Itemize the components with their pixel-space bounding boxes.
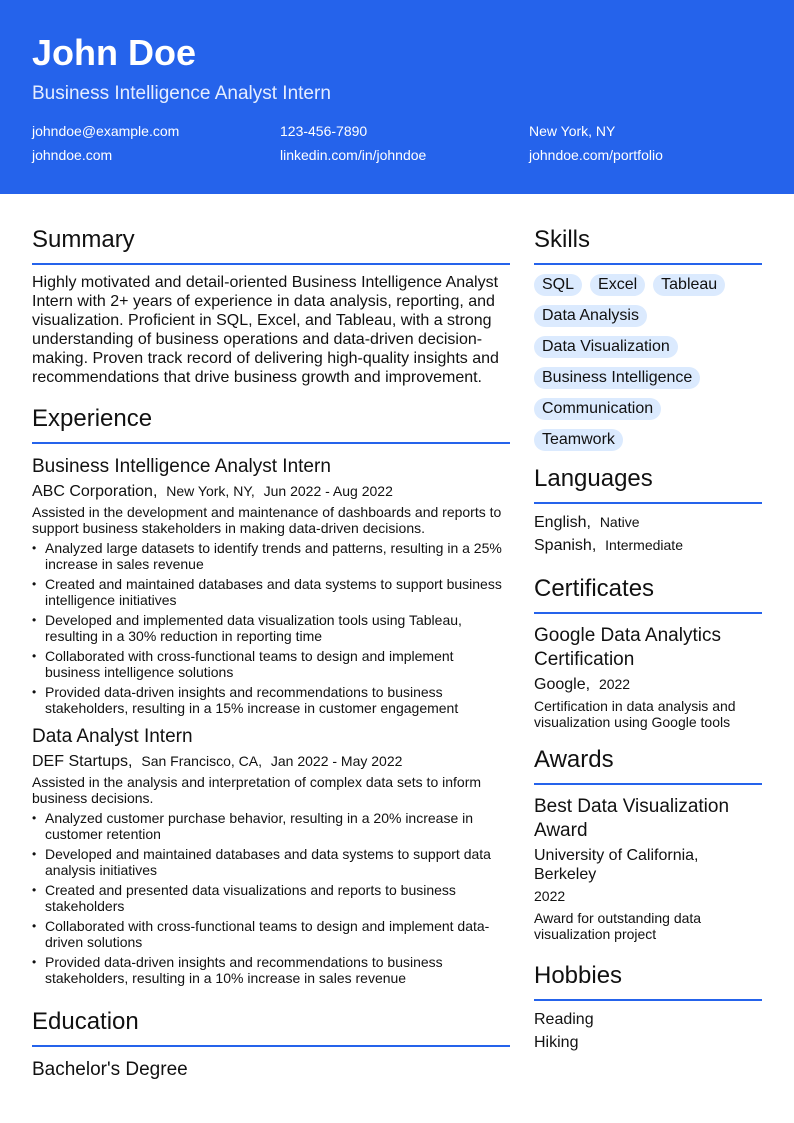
language-item [534, 536, 762, 555]
experience-section [32, 405, 510, 986]
list-item: • Developed and maintained databases and data systems to support data analysis initiatives [32, 846, 510, 878]
job-title: Business Intelligence Analyst Intern [32, 456, 331, 477]
skill-chip: Data Analysis [534, 305, 647, 327]
section-divider [32, 442, 510, 444]
award-title: Best Data Visualization Award [534, 796, 730, 841]
language-item [534, 513, 762, 532]
candidate-title: Business Intelligence Analyst Intern [32, 83, 331, 104]
list-item: • Collaborated with cross-functional teams to design and implement business intelligence solutions [32, 648, 510, 680]
main-column [32, 226, 510, 1081]
certificate-title: Google Data Analytics Certification [534, 625, 721, 670]
sidebar-column [534, 226, 762, 1052]
skill-chip: Teamwork [534, 429, 623, 451]
job-bullets [32, 810, 510, 986]
job-description: Assisted in the analysis and interpretation of complex data sets to inform business decisions. [32, 774, 482, 806]
section-divider [534, 263, 762, 265]
list-item: • Analyzed large datasets to identify trends and patterns, resulting in a 25% increase in sales revenue [32, 540, 510, 572]
skill-chip: Business Intelligence [534, 367, 700, 389]
list-item: • Created and maintained databases and data systems to support business intelligence initiatives [32, 576, 510, 608]
section-divider [32, 263, 510, 265]
languages-section [534, 465, 762, 555]
phone-number: 123-456-7890 [280, 123, 368, 139]
award-year: 2022 [534, 888, 566, 904]
hobby-item: Hiking [534, 1034, 579, 1051]
list-item: • Created and presented data visualizations and reports to business stakeholders [32, 882, 510, 914]
list-item: • Provided data-driven insights and recommendations to business stakeholders, resulting in a 10% increase in sales revenue [32, 954, 510, 986]
job-bullets [32, 540, 510, 716]
skill-chip: Communication [534, 398, 661, 420]
certificate-year: 2022 [598, 676, 631, 692]
summary-heading: Summary [32, 226, 135, 253]
candidate-name: John Doe [32, 32, 197, 73]
email-link[interactable]: johndoe@example.com [32, 123, 180, 139]
job-dates: Jun 2022 - Aug 2022 [263, 483, 393, 499]
job-location: New York, NY, [166, 483, 255, 499]
awards-heading: Awards [534, 746, 614, 773]
job-entry [32, 726, 510, 986]
skill-chip: SQL [534, 274, 582, 296]
job-location: San Francisco, CA, [141, 753, 262, 769]
summary-section [32, 226, 510, 387]
hobby-item: Reading [534, 1011, 594, 1028]
experience-heading: Experience [32, 405, 153, 432]
language-name: Spanish, [534, 537, 597, 554]
certificate-description: Certification in data analysis and visualization using Google tools [534, 698, 736, 730]
website-link[interactable]: johndoe.com [32, 147, 113, 163]
section-divider [534, 612, 762, 614]
job-meta [32, 482, 510, 501]
languages-heading: Languages [534, 465, 653, 492]
resume-header [0, 0, 794, 194]
job-company: DEF Startups, [32, 753, 133, 770]
certificates-section [534, 575, 762, 730]
certificates-heading: Certificates [534, 575, 655, 602]
list-item: • Provided data-driven insights and recommendations to business stakeholders, resulting in a 15% increase in customer engagement [32, 684, 510, 716]
linkedin-link[interactable]: linkedin.com/in/johndoe [280, 147, 427, 163]
section-divider [32, 1045, 510, 1047]
skill-chip: Data Visualization [534, 336, 678, 358]
portfolio-link[interactable]: johndoe.com/portfolio [529, 147, 663, 163]
skill-chip: Tableau [653, 274, 725, 296]
list-item: • Collaborated with cross-functional teams to design and implement data-driven solutions [32, 918, 510, 950]
skills-list [534, 274, 762, 451]
list-item: • Developed and implemented data visualization tools using Tableau, resulting in a 30% reduction in reporting time [32, 612, 510, 644]
job-company: ABC Corporation, [32, 483, 158, 500]
skill-chip: Excel [590, 274, 645, 296]
awards-section [534, 746, 762, 942]
list-item: • Analyzed customer purchase behavior, resulting in a 20% increase in customer retention [32, 810, 510, 842]
summary-text: Highly motivated and detail-oriented Business Intelligence Analyst Intern with 2+ years of experience in data analysis, reporting, and visualization. Proficient in SQL, Excel, and Tableau, with a strong understanding of business operations and data-driven decision-making. Proven track record of delivering high-quality insights and recommendations that drive business growth and improvement. [32, 274, 499, 386]
job-meta [32, 752, 510, 771]
award-issuer: University of California, Berkeley [534, 847, 699, 883]
hobbies-section [534, 962, 762, 1052]
education-degree: Bachelor's Degree [32, 1059, 188, 1080]
job-entry [32, 456, 510, 716]
certificate-issuer: Google, [534, 676, 591, 693]
job-description: Assisted in the development and maintenance of dashboards and reports to support business stakeholders in making data-driven decisions. [32, 504, 502, 536]
skills-section [534, 226, 762, 451]
language-level: Intermediate [605, 537, 683, 553]
job-dates: Jan 2022 - May 2022 [270, 753, 403, 769]
section-divider [534, 502, 762, 504]
language-level: Native [599, 514, 640, 530]
section-divider [534, 783, 762, 785]
education-section [32, 1008, 510, 1081]
location: New York, NY [529, 123, 616, 139]
hobbies-heading: Hobbies [534, 962, 623, 989]
section-divider [534, 999, 762, 1001]
skills-heading: Skills [534, 226, 591, 253]
award-description: Award for outstanding data visualization project [534, 910, 702, 942]
job-title: Data Analyst Intern [32, 726, 193, 747]
language-name: English, [534, 514, 591, 531]
certificate-meta [534, 675, 762, 694]
education-heading: Education [32, 1008, 139, 1035]
